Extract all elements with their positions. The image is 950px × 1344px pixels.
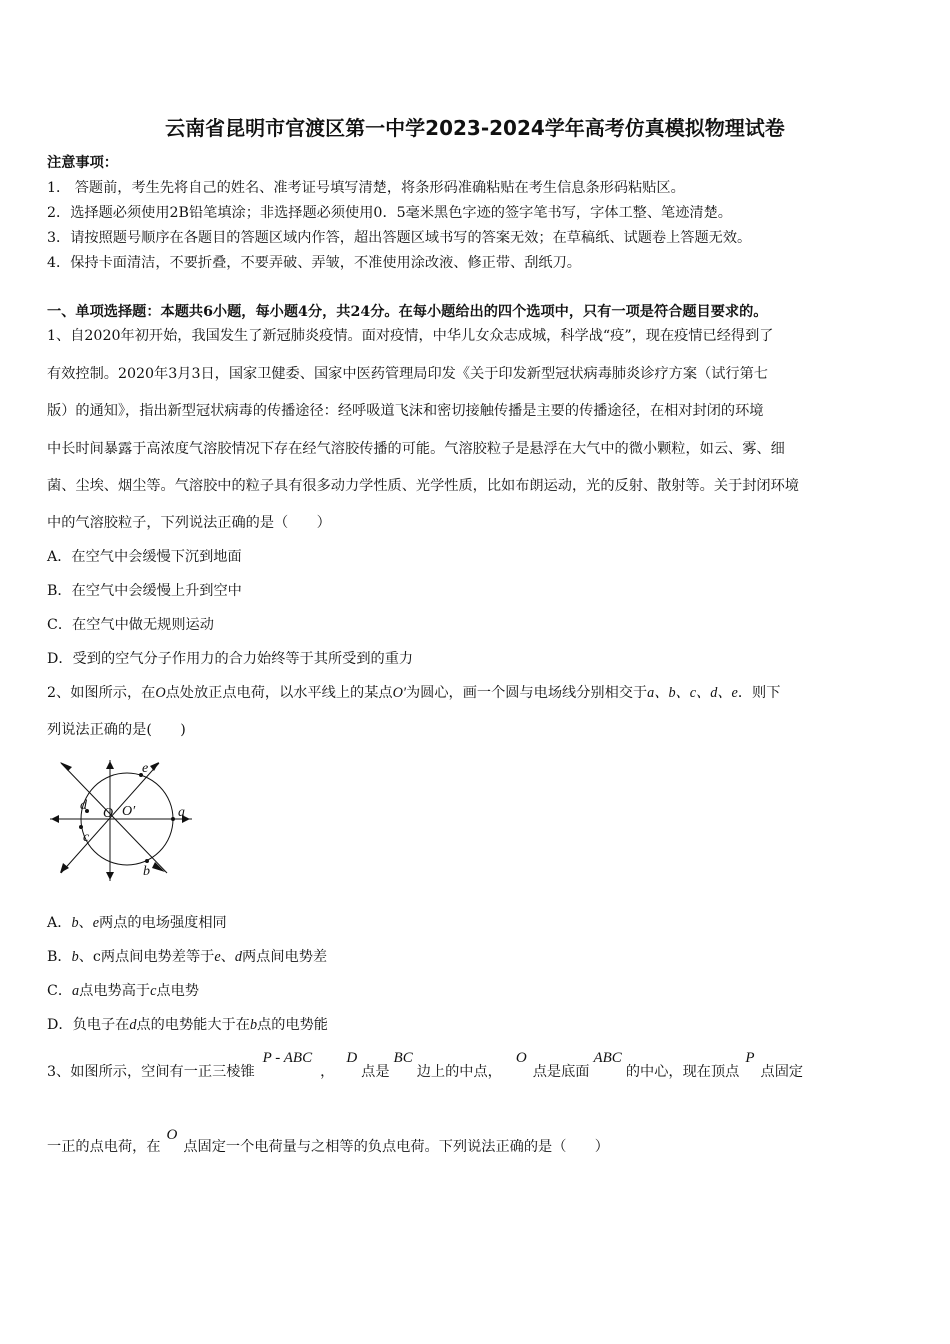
section-heading: 一、单项选择题：本题共6小题，每小题4分，共24分。在每小题给出的四个选项中，只有一项是符合题目要求的。	[47, 304, 768, 320]
question-2-option-d: D．负电子在d点的电势能大于在b点的电势能	[47, 1017, 328, 1033]
figure-label-a: a	[178, 805, 185, 820]
question-2-text: 2、如图所示，在O点处放正点电荷，以水平线上的某点O′为圆心，画一个圆与电场线分别相交于a、b、c、d、e．则下	[47, 685, 781, 701]
question-1-option-a: A．在空气中会缓慢下沉到地面	[47, 549, 242, 565]
question-1-text: 菌、尘埃、烟尘等。气溶胶中的粒子具有很多动力学性质、光学性质，比如布朗运动，光的反射、散射等。关于封闭环境	[47, 478, 799, 494]
figure-label-c: c	[83, 830, 90, 845]
question-1-text: 版）的通知》，指出新型冠状病毒的传播途径：经呼吸道飞沫和密切接触传播是主要的传播途径，在相对封闭的环境	[47, 403, 764, 419]
question-1-text: 有效控制。2020年3月3日，国家卫健委、国家中医药管理局印发《关于印发新型冠状病毒肺炎诊疗方案（试行第七	[47, 366, 768, 382]
figure-label-d: d	[80, 798, 87, 813]
question-1-text: 中的气溶胶粒子，下列说法正确的是（ ）	[47, 515, 331, 531]
question-3-text: 一正的点电荷，在O点固定一个电荷量与之相等的负点电荷。下列说法正确的是（ ）	[47, 1127, 609, 1155]
question-3-text: 3、如图所示，空间有一正三棱锥P - ABC，D点是BC边上的中点，O点是底面ABC的中心，现在顶点P点固定	[47, 1050, 804, 1080]
question-1-option-d: D．受到的空气分子作用力的合力始终等于其所受到的重力	[47, 651, 414, 667]
figure-label-o: O	[103, 806, 114, 821]
question-2-option-c: C．a点电势高于c点电势	[47, 983, 199, 999]
notice-item: 4．保持卡面清洁，不要折叠，不要弄破、弄皱，不准使用涂改液、修正带、刮纸刀。	[47, 255, 581, 271]
question-2-option-a: A．b、e两点的电场强度相同	[47, 915, 227, 931]
figure-label-b: b	[143, 864, 150, 879]
electric-field-diagram	[47, 755, 197, 885]
notice-heading: 注意事项：	[47, 155, 118, 171]
exam-title: 云南省昆明市官渡区第一中学2023-2024学年高考仿真模拟物理试卷	[165, 116, 785, 140]
question-2-option-b: B．b、c两点间电势差等于e、d两点间电势差	[47, 949, 328, 965]
notice-item: 1． 答题前，考生先将自己的姓名、准考证号填写清楚，将条形码准确粘贴在考生信息条形码粘贴区。	[47, 180, 685, 196]
figure-label-o-prime: O′	[122, 804, 136, 819]
question-1-text: 1、自2020年初开始，我国发生了新冠肺炎疫情。面对疫情，中华儿女众志成城，科学战“疫”，现在疫情已经得到了	[47, 328, 774, 344]
notice-item: 2．选择题必须使用2B铅笔填涂；非选择题必须使用0．5毫米黑色字迹的签字笔书写，字体工整、笔迹清楚。	[47, 205, 732, 221]
figure-label-e: e	[142, 761, 149, 776]
question-1-text: 中长时间暴露于高浓度气溶胶情况下存在经气溶胶传播的可能。气溶胶粒子是悬浮在大气中的微小颗粒，如云、雾、细	[47, 441, 785, 457]
question-1-option-b: B．在空气中会缓慢上升到空中	[47, 583, 242, 599]
question-2-text: 列说法正确的是( )	[47, 722, 186, 738]
question-1-option-c: C．在空气中做无规则运动	[47, 617, 214, 633]
notice-item: 3．请按照题号顺序在各题目的答题区域内作答，超出答题区域书写的答案无效；在草稿纸、试题卷上答题无效。	[47, 230, 752, 246]
